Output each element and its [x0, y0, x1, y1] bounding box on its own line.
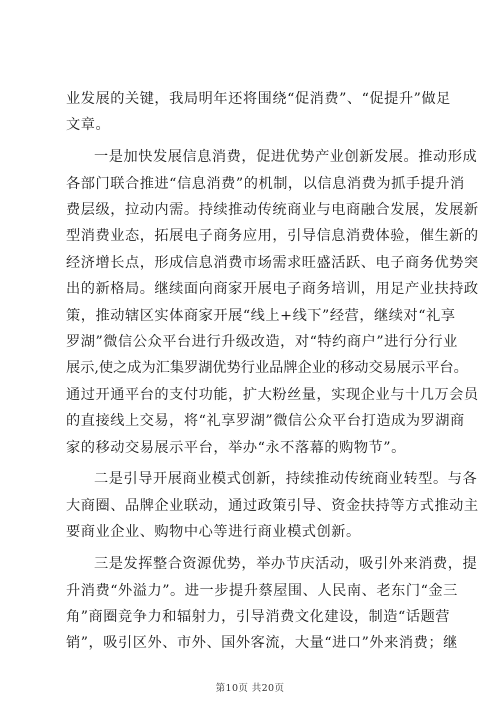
text-line: 策，推动辖区实体商家开展“线上+线下”经营，继续对“礼享 — [66, 307, 456, 324]
text-line: 经济增长点，形成信息消费市场需求旺盛活跃、电子商务优势突 — [66, 254, 479, 271]
paragraph-first-line: 一是加快发展信息消费，促进优势产业创新发展。推动形成 — [94, 149, 478, 166]
text-line: 罗湖”微信公众平台进行升级改造，对“特约商户”进行分行业 — [66, 334, 458, 351]
text-line: 大商圈、品牌企业联动，通过政策引导、资金扶持等方式推动主 — [66, 497, 479, 514]
text-line: 展示,使之成为汇集罗湖优势行业品牌企业的移动交易展示平台。 — [66, 360, 468, 377]
text-line: 各部门联合推进“信息消费”的机制，以信息消费为抓手提升消 — [66, 175, 465, 192]
text-line: 出的新格局。继续面向商家开展电子商务培训，用足产业扶持政 — [66, 281, 479, 298]
text-line: 销”，吸引区外、市外、国外客流，大量“进口”外来消费；继 — [66, 635, 458, 652]
text-line: 要商业企业、购物中心等进行商业模式创新。 — [66, 524, 361, 541]
text-line: 通过开通平台的支付功能，扩大粉丝量，实现企业与十几万会员 — [66, 386, 479, 403]
text-line: 角”商圈竞争力和辐射力，引导消费文化建设，制造“话题营 — [66, 608, 451, 625]
text-line: 的直接线上交易，将“礼享罗湖”微信公众平台打造成为罗湖商 — [66, 413, 465, 430]
text-line: 家的移动交易展示平台，举办“永不落幕的购物节”。 — [66, 439, 406, 456]
paragraph-first-line: 二是引导开展商业模式创新，持续推动传统商业转型。与各 — [94, 471, 478, 488]
page-number-footer: 第10页 共20页 — [215, 683, 285, 694]
text-line: 型消费业态，拓展电子商务应用，引导信息消费体验，催生新的 — [66, 228, 479, 245]
text-line: 升消费“外溢力”。进一步提升蔡屋围、人民南、老东门“金三 — [66, 582, 458, 599]
paragraph-first-line: 三是发挥整合资源优势，举办节庆活动，吸引外来消费，提 — [94, 556, 478, 573]
text-line: 费层级，拉动内需。持续推动传统商业与电商融合发展，发展新 — [66, 202, 479, 219]
text-line: 文章。 — [66, 117, 111, 134]
body-text — [66, 86, 479, 657]
text-line: 业发展的关键，我局明年还将围绕“促消费”、“促提升”做足 — [66, 91, 451, 107]
